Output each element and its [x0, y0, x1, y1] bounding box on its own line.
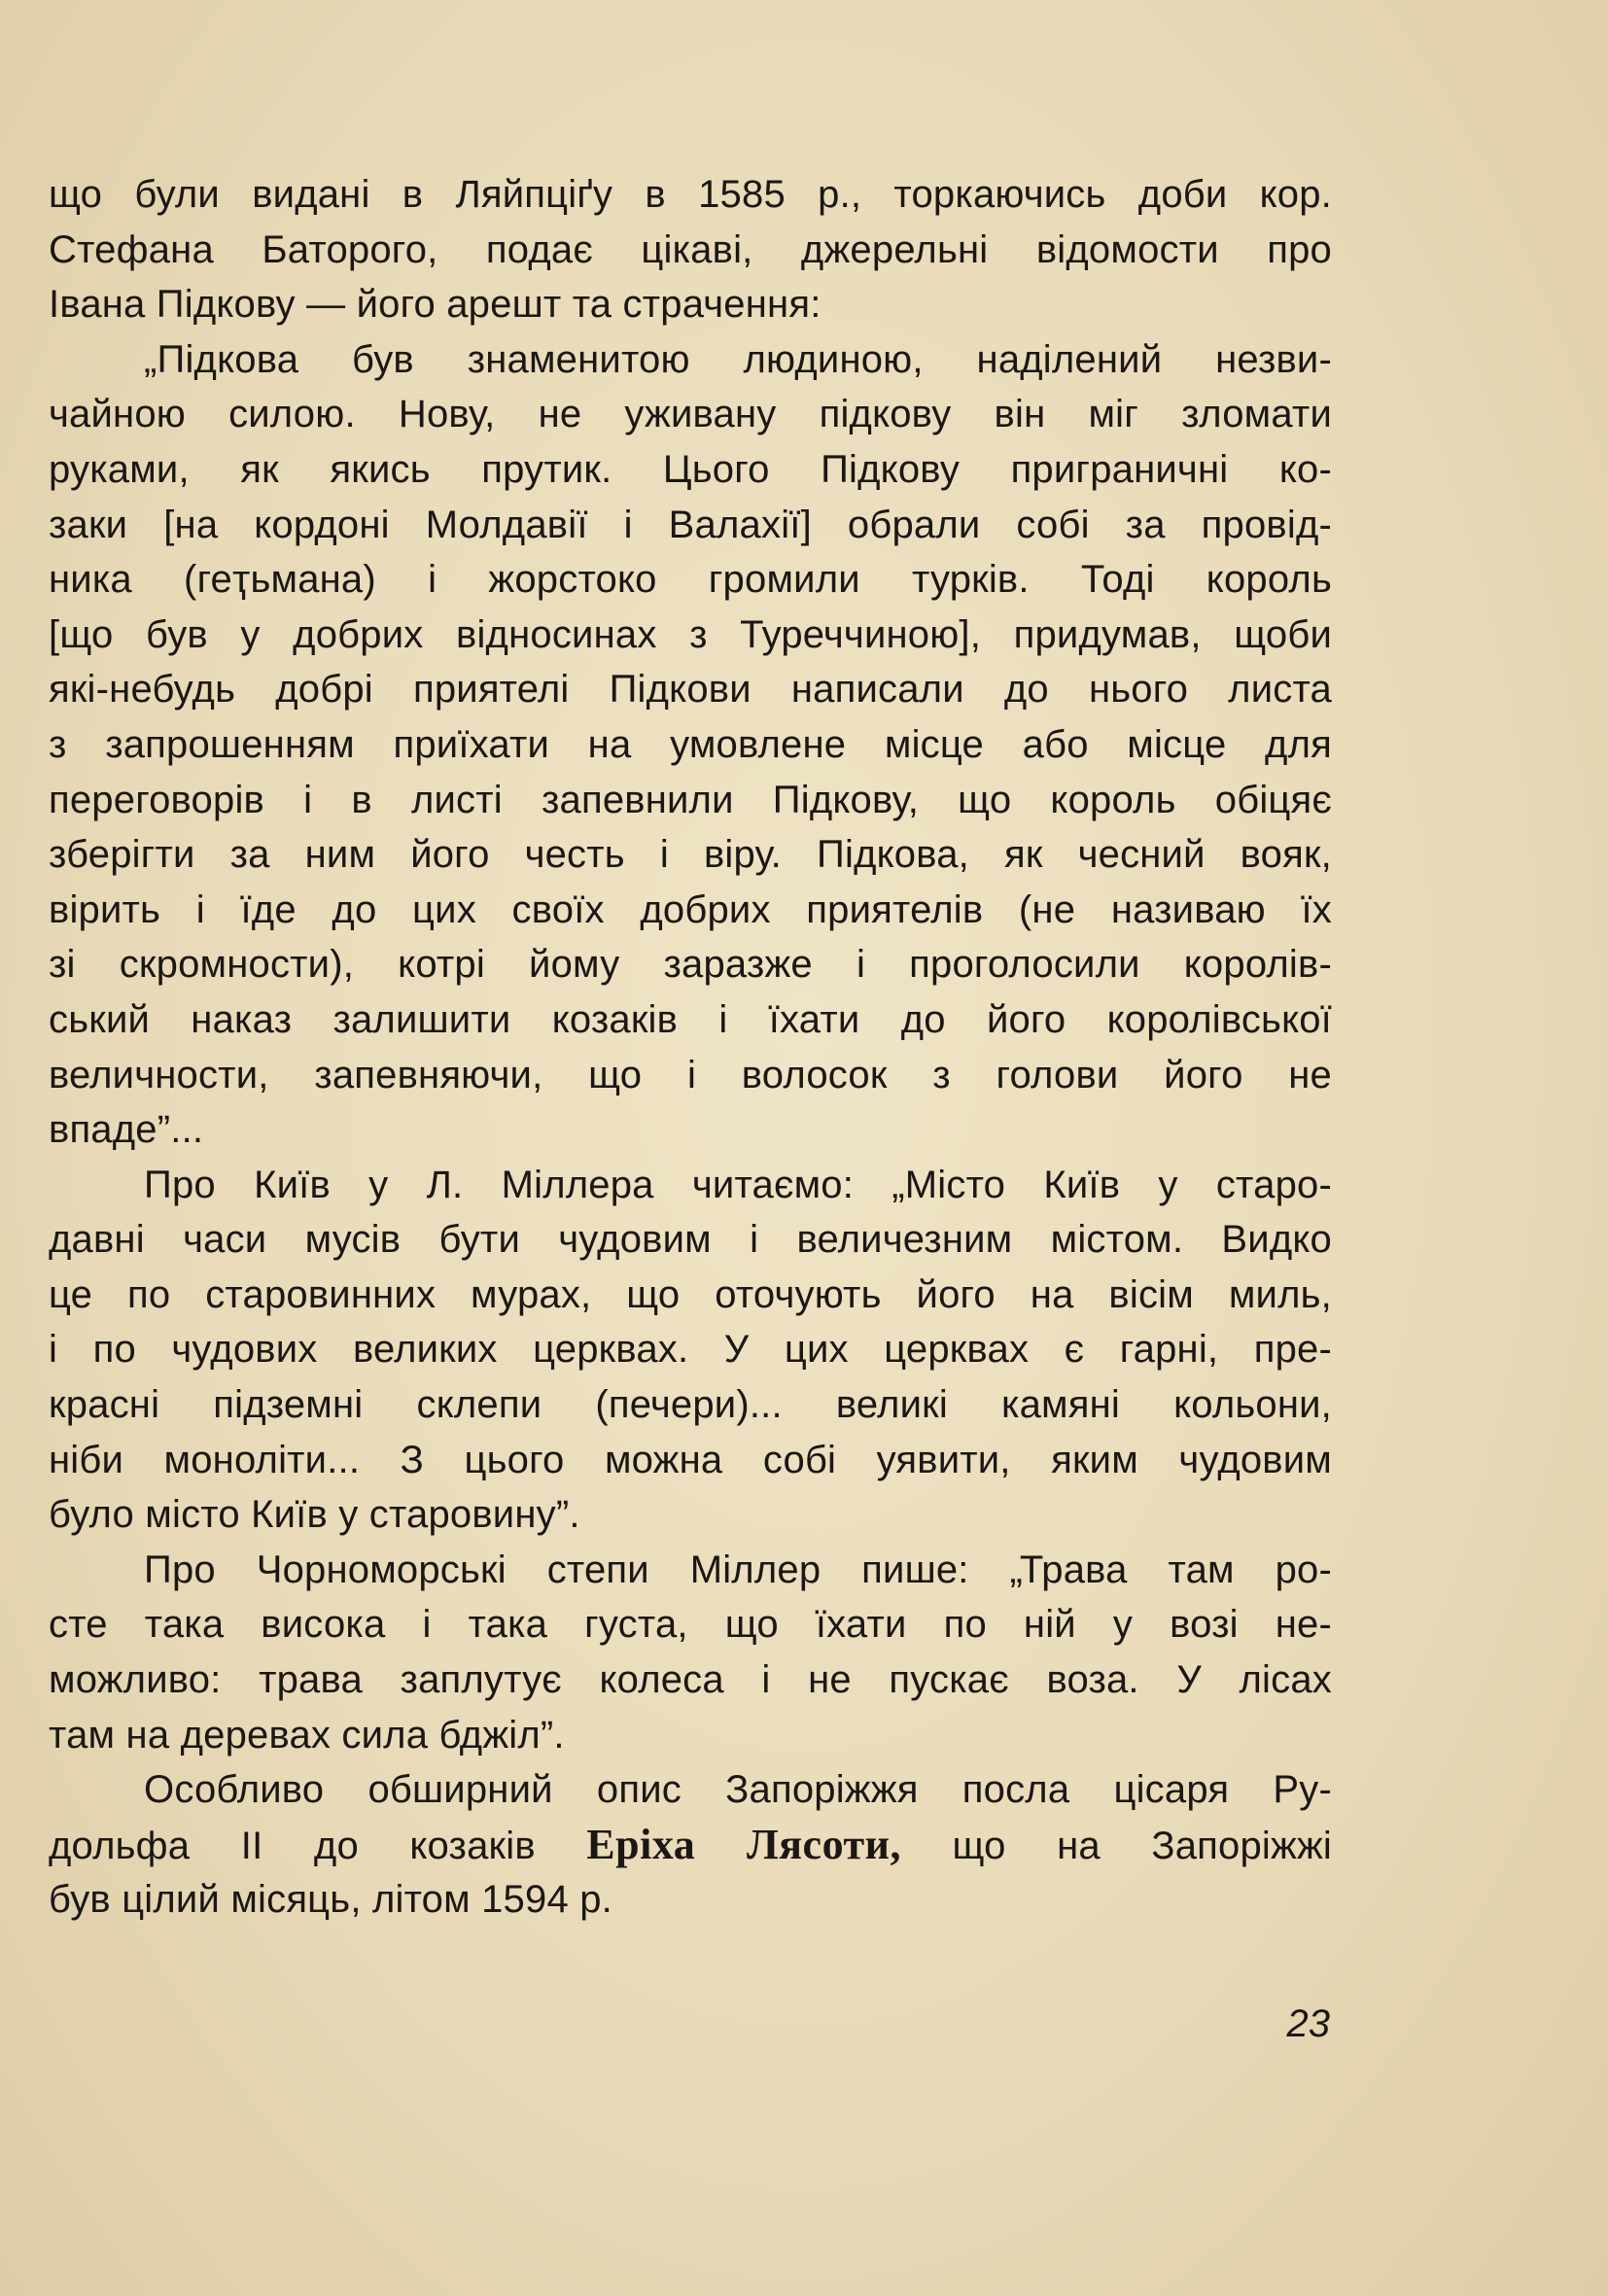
- text-line-32: був цілий місяць, літом 1594 р.: [49, 1878, 612, 1922]
- text-line-20: давні часи мусів бути чудовим і величезним містом. Видко: [49, 1218, 1332, 1262]
- text-line-7: заки [на кордоні Молдавії і Валахії] обрали собі за провід-: [49, 503, 1332, 546]
- text-line-25: було місто Київ у старовину”.: [49, 1493, 580, 1537]
- text-line-19: Про Київ у Л. Міллера читаємо: „Місто Київ у старо-: [144, 1163, 1332, 1206]
- bold-name-erich-lassota: Еріха Лясоти,: [586, 1820, 901, 1868]
- text-line-18: впаде”...: [49, 1108, 204, 1152]
- page-number: 23: [1286, 2002, 1330, 2045]
- text-line-28: можливо: трава заплутує колеса і не пускає воза. У лісах: [49, 1658, 1332, 1702]
- text-line-16: ський наказ залишити козаків і їхати до його королівської: [49, 997, 1332, 1041]
- text-line-22: і по чудових великих церквах. У цих церквах є гарні, пре-: [49, 1328, 1332, 1372]
- text-line-21: це по старовинних мурах, що оточують його на вісім миль,: [49, 1272, 1332, 1316]
- text-line-2: Стефана Баторого, подає цікаві, джерельні відомости про: [49, 227, 1332, 271]
- text-line-29: там на деревах сила бджіл”.: [49, 1713, 565, 1757]
- text-line-26: Про Чорноморські степи Міллер пише: „Трава там ро-: [144, 1548, 1332, 1591]
- page-text: [49, 167, 1332, 1928]
- text-line-5: чайною силою. Нову, не уживану підкову він міг зломати: [49, 393, 1332, 436]
- text-line-14: вірить і їде до цих своїх добрих приятелів (не називаю їх: [49, 887, 1332, 931]
- text-line-12: переговорів і в листі запевнили Підкову, що король обіцяє: [49, 778, 1332, 821]
- text-line-27: сте така висока і така густа, що їхати по ній у возі не-: [49, 1603, 1332, 1647]
- text-line-8: ника (геҭьмана) і жорстоко громили турків. Тоді король: [49, 558, 1332, 602]
- text-line-31-before: дольфа II до козаків: [49, 1824, 587, 1867]
- text-line-24: ніби моноліти... З цього можна собі уявити, яким чудовим: [49, 1438, 1332, 1481]
- text-line-10: які-небудь добрі приятелі Підкови написали до нього листа: [49, 668, 1332, 712]
- text-line-17: величности, запевняючи, що і волосок з голови його не: [49, 1053, 1332, 1096]
- text-line-23: красні підземні склепи (печери)... великі камяні кольони,: [49, 1383, 1332, 1427]
- text-line-3: Івана Підкову — його арешт та страчення:: [49, 283, 821, 327]
- text-line-31-after: що на Запоріжжі: [900, 1824, 1332, 1867]
- text-line-30: Особливо обширний опис Запоріжжя посла цісаря Ру-: [144, 1768, 1332, 1812]
- text-line-9: [що був у добрих відносинах з Туреччиною], придумав, щоби: [49, 612, 1332, 656]
- text-line-6: руками, як якись прутик. Цього Підкову пригpаничні ко-: [49, 447, 1332, 491]
- text-line-13: зберігти за ним його честь і віру. Підкова, як чесний вояк,: [49, 833, 1332, 877]
- text-line-1: що були видані в Ляйпціґу в 1585 р., торкаючись доби кор.: [49, 173, 1332, 216]
- text-line-11: з запрошенням приїхати на умовлене місце або місце для: [49, 722, 1332, 766]
- text-line-15: зі скромности), котрі йому заразже і проголосили королів-: [49, 943, 1332, 987]
- text-line-4: „Підкова був знаменитою людиною, наділений незви-: [144, 337, 1332, 381]
- text-line-31: [49, 1818, 1332, 1873]
